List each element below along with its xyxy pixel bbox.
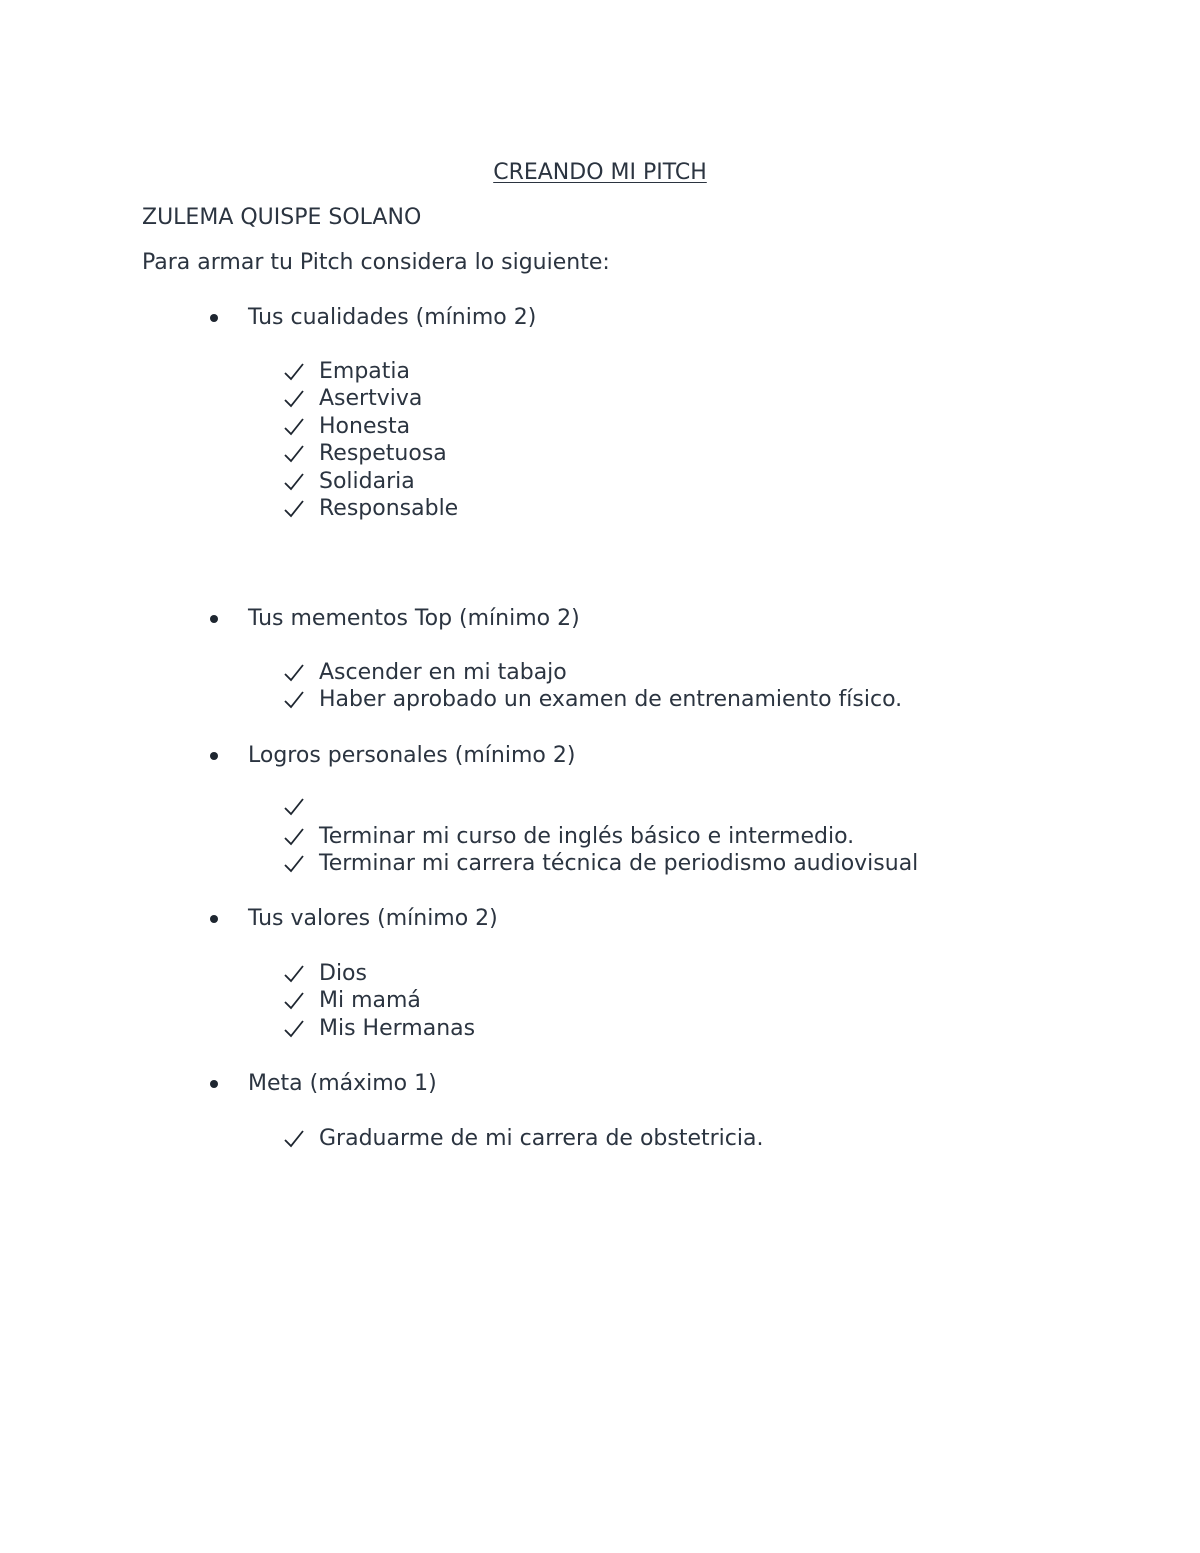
list-item-text: Respetuosa — [319, 441, 447, 467]
list-item-text: Solidaria — [319, 468, 415, 494]
document-title — [0, 158, 1200, 188]
checkmark-icon — [283, 468, 305, 495]
bullet-dot-icon — [210, 752, 218, 760]
checkmark-icon — [283, 850, 305, 877]
checkmark-icon — [283, 1015, 305, 1042]
list-item-text: Haber aprobado un examen de entrenamiento físico. — [319, 687, 903, 713]
checkmark-icon — [283, 495, 305, 522]
intro-text: Para armar tu Pitch considera lo siguiente: — [142, 250, 610, 275]
list-item-text: Terminar mi curso de inglés básico e intermedio. — [319, 824, 855, 849]
section-label: Tus mementos Top (mínimo 2) — [248, 606, 580, 631]
section-label: Meta (máximo 1) — [248, 1071, 437, 1096]
list-item-text: Ascender en mi tabajo — [319, 660, 567, 685]
list-item-text: Terminar mi carrera técnica de periodismo audiovisual — [319, 851, 919, 877]
checkmark-icon — [283, 358, 305, 385]
checkmark-icon — [283, 686, 305, 713]
author-name: ZULEMA QUISPE SOLANO — [142, 205, 422, 230]
checkmark-icon — [283, 385, 305, 412]
document-title-text: CREANDO MI PITCH — [493, 160, 707, 185]
checkmark-icon — [283, 960, 305, 987]
list-item-text: Mis Hermanas — [319, 1015, 476, 1041]
list-item-text: Asertviva — [319, 386, 423, 412]
list-item-text: Dios — [319, 961, 367, 986]
section-label: Logros personales (mínimo 2) — [248, 743, 576, 768]
bullet-dot-icon — [210, 314, 218, 322]
list-item-text: Responsable — [319, 495, 459, 521]
checkmark-icon — [283, 413, 305, 440]
section-label: Tus valores (mínimo 2) — [248, 906, 498, 931]
list-item-text: Mi mamá — [319, 988, 421, 1014]
list-item-text: Empatia — [319, 359, 410, 384]
checkmark-icon — [283, 987, 305, 1014]
bullet-dot-icon — [210, 615, 218, 623]
section-label: Tus cualidades (mínimo 2) — [248, 305, 537, 330]
checkmark-icon — [283, 440, 305, 467]
checkmark-icon — [283, 823, 305, 850]
list-item-text: Graduarme de mi carrera de obstetricia. — [319, 1126, 764, 1151]
checkmark-icon — [283, 793, 305, 820]
checkmark-icon — [283, 1125, 305, 1152]
list-item-text: Honesta — [319, 413, 411, 439]
checkmark-icon — [283, 659, 305, 686]
bullet-dot-icon — [210, 1080, 218, 1088]
bullet-dot-icon — [210, 915, 218, 923]
